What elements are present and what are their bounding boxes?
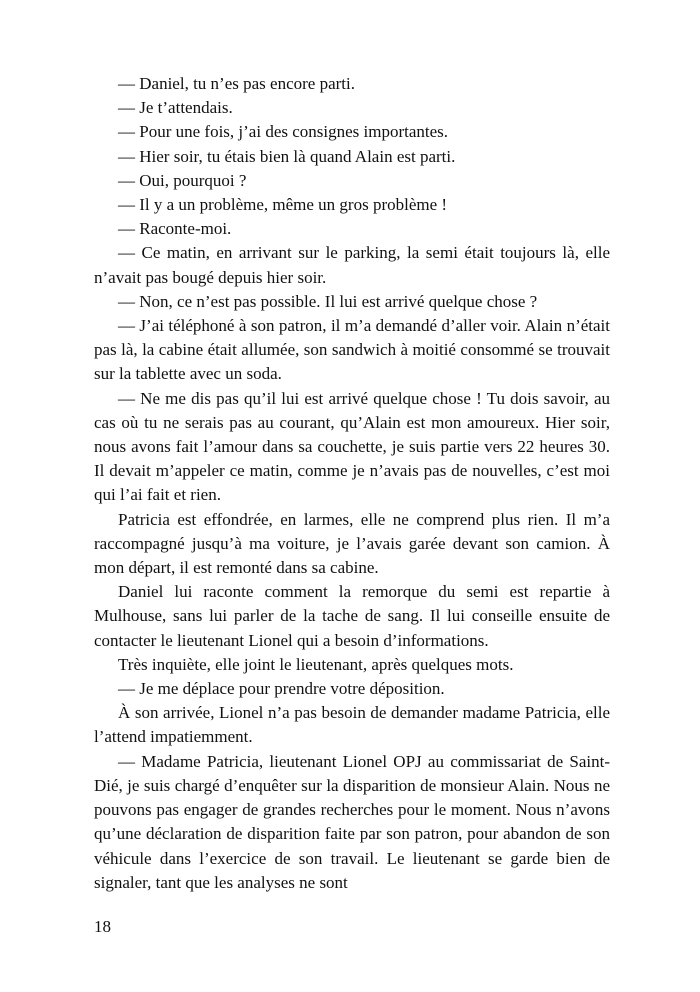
paragraph: Patricia est effondrée, en larmes, elle ne comprend plus rien. Il m’a raccompagné jusqu’à ma voiture, je l’avais garée devant son camion. À mon départ, il est remonté dans sa cabine. (94, 509, 610, 578)
paragraph: À son arrivée, Lionel n’a pas besoin de demander madame Patricia, elle l’attend impatiemment. (94, 703, 610, 747)
paragraph: — Madame Patricia, lieutenant Lionel OPJ au commissariat de Saint-Dié, je suis chargé d’enquêter sur la disparition de monsieur Alain. Nous ne pouvons pas engager de grandes recherches pour le moment. Nous n’avons qu’une déclaration de disparition faite par son patron, pour abandon de son véhicule dans l’exercice de son travail. Le lieutenant se garde bien de signaler, tant que les analyses ne sont (94, 751, 610, 892)
paragraph: — Pour une fois, j’ai des consignes importantes. (118, 122, 449, 142)
paragraph: — Je me déplace pour prendre votre déposition. (118, 679, 445, 699)
paragraph: — Hier soir, tu étais bien là quand Alain est parti. (118, 146, 456, 166)
paragraph: Daniel lui raconte comment la remorque du semi est repartie à Mulhouse, sans lui parler de la tache de sang. Il lui conseille ensuite de contacter le lieutenant Lionel qui a besoin d’informations. (94, 582, 610, 650)
paragraph: — Ce matin, en arrivant sur le parking, la semi était toujours là, elle n’avait pas bougé depuis hier soir. (94, 243, 610, 287)
paragraph: — Ne me dis pas qu’il lui est arrivé quelque chose ! Tu dois savoir, au cas où tu ne serais pas au courant, qu’Alain est mon amoureux. Hier soir, nous avons fait l’amour dans sa couchette, je suis partie vers 22 heures 30. Il devait m’appeler ce matin, comme je n’avais pas de nouvelles, c’est moi qui l’ai fait et rien. (94, 388, 610, 505)
paragraph: — Je t’attendais. (118, 98, 233, 118)
paragraph: — Non, ce n’est pas possible. Il lui est arrivé quelque chose ? (118, 291, 538, 311)
paragraph: — Daniel, tu n’es pas encore parti. (118, 74, 355, 93)
paragraph: — J’ai téléphoné à son patron, il m’a demandé d’aller voir. Alain n’était pas là, la cabine était allumée, son sandwich à moitié consommé se trouvait sur la tablette avec un soda. (94, 316, 610, 384)
paragraph: — Raconte-moi. (118, 219, 232, 239)
paragraph: Très inquiète, elle joint le lieutenant, après quelques mots. (118, 654, 514, 674)
paragraph: — Il y a un problème, même un gros problème ! (118, 195, 448, 215)
page-number: 18 (94, 917, 111, 936)
paragraph: — Oui, pourquoi ? (118, 170, 247, 190)
body-text (94, 72, 610, 895)
